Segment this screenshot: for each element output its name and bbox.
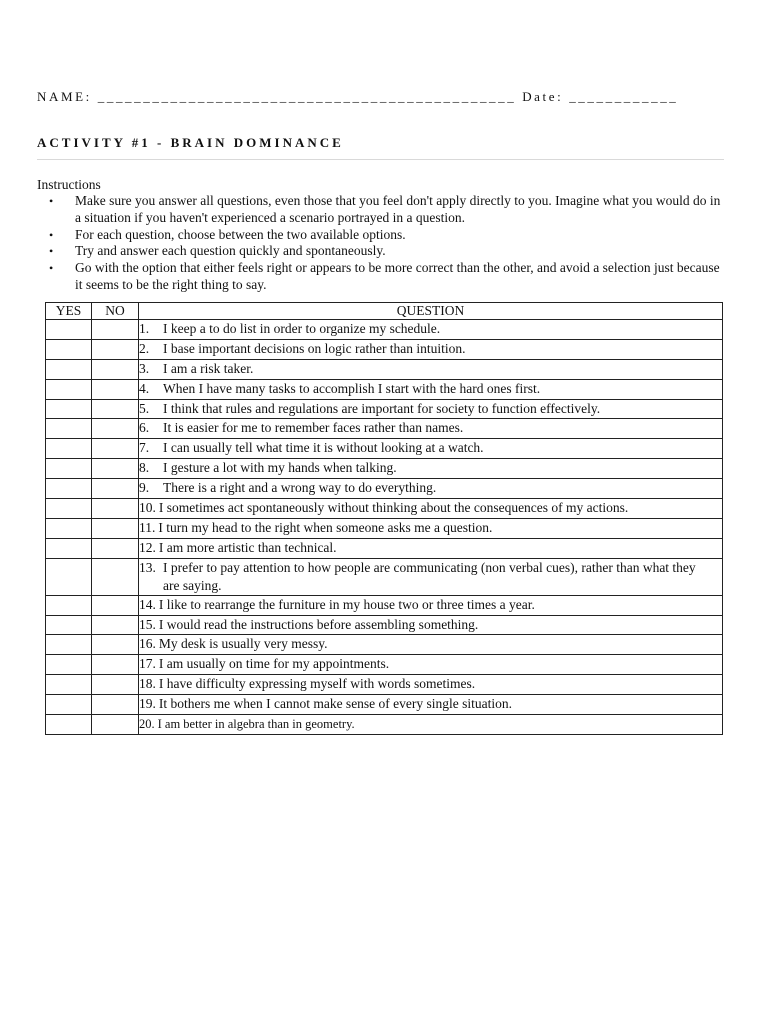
- no-answer-cell[interactable]: [92, 320, 139, 340]
- question-text: I turn my head to the right when someone asks me a question.: [158, 519, 493, 535]
- no-answer-cell[interactable]: [92, 499, 139, 519]
- question-number: 18.: [139, 676, 156, 692]
- instructions-heading: Instructions: [37, 177, 101, 192]
- yes-answer-cell[interactable]: [46, 675, 92, 695]
- table-row: [46, 655, 723, 675]
- questions-table: [45, 302, 723, 735]
- question-number: 5.: [139, 400, 150, 416]
- question-cell: [139, 359, 723, 379]
- table-row: [46, 399, 723, 419]
- instruction-text: For each question, choose between the two available options.: [75, 226, 406, 242]
- question-cell: [139, 320, 723, 340]
- question-number: 12.: [139, 539, 156, 555]
- activity-title: ACTIVITY #1 - BRAIN DOMINANCE: [37, 135, 344, 150]
- question-text: I prefer to pay attention to how people are communicating (non verbal cues), rather than what they are saying.: [163, 559, 696, 593]
- question-number: 15.: [139, 616, 156, 632]
- question-number: 16.: [139, 636, 156, 652]
- instruction-item: [37, 227, 727, 244]
- no-answer-cell[interactable]: [92, 399, 139, 419]
- bullet-icon: •: [49, 261, 54, 276]
- question-cell: [139, 439, 723, 459]
- yes-answer-cell[interactable]: [46, 399, 92, 419]
- no-answer-cell[interactable]: [92, 379, 139, 399]
- question-cell: [139, 339, 723, 359]
- question-number: 3.: [139, 360, 150, 376]
- no-answer-cell[interactable]: [92, 518, 139, 538]
- no-answer-cell[interactable]: [92, 695, 139, 715]
- table-row: [46, 359, 723, 379]
- table-row: [46, 558, 723, 595]
- table-row: [46, 675, 723, 695]
- question-number: 2.: [139, 340, 150, 356]
- question-cell: [139, 538, 723, 558]
- no-answer-cell[interactable]: [92, 538, 139, 558]
- yes-answer-cell[interactable]: [46, 359, 92, 379]
- no-answer-cell[interactable]: [92, 715, 139, 735]
- no-answer-cell[interactable]: [92, 615, 139, 635]
- question-text: I would read the instructions before assembling something.: [158, 616, 479, 632]
- question-cell: [139, 655, 723, 675]
- yes-answer-cell[interactable]: [46, 715, 92, 735]
- table-row: [46, 695, 723, 715]
- question-number: 8.: [139, 460, 150, 476]
- question-column-header: QUESTION: [139, 303, 723, 320]
- table-row: [46, 499, 723, 519]
- question-text: I have difficulty expressing myself with words sometimes.: [158, 676, 476, 692]
- instruction-item: [37, 193, 727, 227]
- table-row: [46, 518, 723, 538]
- question-cell: [139, 379, 723, 399]
- table-row: [46, 595, 723, 615]
- question-text: I keep a to do list in order to organize my schedule.: [163, 321, 441, 336]
- question-number: 4.: [139, 380, 150, 396]
- table-row: [46, 479, 723, 499]
- no-answer-cell[interactable]: [92, 675, 139, 695]
- yes-answer-cell[interactable]: [46, 320, 92, 340]
- question-number: 19.: [139, 696, 156, 712]
- question-text: There is a right and a wrong way to do everything.: [163, 480, 437, 496]
- yes-answer-cell[interactable]: [46, 518, 92, 538]
- question-cell: [139, 518, 723, 538]
- no-answer-cell[interactable]: [92, 558, 139, 595]
- question-cell: [139, 615, 723, 635]
- yes-answer-cell[interactable]: [46, 538, 92, 558]
- question-text: I think that rules and regulations are important for society to function effectively.: [163, 400, 601, 416]
- question-text: I sometimes act spontaneously without thinking about the consequences of my actions.: [158, 500, 629, 516]
- table-row: [46, 320, 723, 340]
- yes-answer-cell[interactable]: [46, 339, 92, 359]
- no-answer-cell[interactable]: [92, 655, 139, 675]
- question-number: 11.: [139, 519, 156, 535]
- instruction-item: [37, 260, 727, 294]
- no-answer-cell[interactable]: [92, 459, 139, 479]
- question-number: 17.: [139, 656, 156, 672]
- yes-answer-cell[interactable]: [46, 615, 92, 635]
- question-number: 9.: [139, 480, 150, 496]
- yes-answer-cell[interactable]: [46, 655, 92, 675]
- question-number: 20.: [139, 717, 155, 732]
- instructions-list: [37, 193, 727, 294]
- yes-answer-cell[interactable]: [46, 595, 92, 615]
- question-text: I base important decisions on logic rather than intuition.: [163, 340, 466, 356]
- yes-column-header: YES: [46, 303, 92, 320]
- no-answer-cell[interactable]: [92, 479, 139, 499]
- question-text: I am usually on time for my appointments.: [158, 656, 390, 672]
- table-row: [46, 339, 723, 359]
- question-text: It bothers me when I cannot make sense of every single situation.: [158, 696, 513, 712]
- no-answer-cell[interactable]: [92, 419, 139, 439]
- name-date-line: NAME: ______________________________________________ Date: ____________: [37, 89, 679, 104]
- table-row: [46, 439, 723, 459]
- question-cell: [139, 675, 723, 695]
- question-number: 14.: [139, 596, 156, 612]
- bullet-icon: •: [49, 227, 54, 242]
- question-cell: [139, 635, 723, 655]
- question-cell: [139, 715, 723, 735]
- no-answer-cell[interactable]: [92, 339, 139, 359]
- question-text: I am a risk taker.: [163, 360, 254, 376]
- yes-answer-cell[interactable]: [46, 695, 92, 715]
- question-text: I like to rearrange the furniture in my house two or three times a year.: [158, 596, 535, 612]
- bullet-icon: •: [49, 244, 54, 259]
- question-cell: [139, 695, 723, 715]
- yes-answer-cell[interactable]: [46, 379, 92, 399]
- question-text: When I have many tasks to accomplish I start with the hard ones first.: [163, 380, 541, 396]
- no-answer-cell[interactable]: [92, 439, 139, 459]
- yes-answer-cell[interactable]: [46, 479, 92, 499]
- question-text: I am better in algebra than in geometry.: [157, 717, 355, 732]
- yes-answer-cell[interactable]: [46, 439, 92, 459]
- yes-answer-cell[interactable]: [46, 499, 92, 519]
- no-answer-cell[interactable]: [92, 359, 139, 379]
- question-text: My desk is usually very messy.: [158, 636, 328, 652]
- table-row: [46, 715, 723, 735]
- question-cell: [139, 459, 723, 479]
- bullet-icon: •: [49, 194, 54, 208]
- table-row: [46, 379, 723, 399]
- question-number: 13.: [139, 559, 156, 575]
- instruction-item: [37, 243, 727, 260]
- yes-answer-cell[interactable]: [46, 635, 92, 655]
- yes-answer-cell[interactable]: [46, 558, 92, 595]
- instruction-text: Make sure you answer all questions, even those that you feel don't apply directly to you. Imagine what you would do in a situation if you haven't experienced a scenario portrayed in a question.: [75, 193, 721, 225]
- table-row: [46, 459, 723, 479]
- question-text: I can usually tell what time it is without looking at a watch.: [163, 440, 484, 456]
- table-row: [46, 615, 723, 635]
- question-cell: [139, 499, 723, 519]
- question-cell: [139, 595, 723, 615]
- title-divider: [37, 159, 724, 160]
- yes-answer-cell[interactable]: [46, 419, 92, 439]
- question-number: 10.: [139, 500, 156, 516]
- question-number: 7.: [139, 440, 150, 456]
- instruction-text: Go with the option that either feels right or appears to be more correct than the other, and avoid a selection just because it seems to be the right thing to say.: [75, 260, 720, 292]
- question-cell: [139, 419, 723, 439]
- question-cell: [139, 399, 723, 419]
- table-row: [46, 635, 723, 655]
- table-row: [46, 538, 723, 558]
- question-number: 6.: [139, 420, 150, 436]
- table-row: [46, 419, 723, 439]
- yes-answer-cell[interactable]: [46, 459, 92, 479]
- question-number: 1.: [139, 321, 150, 336]
- no-answer-cell[interactable]: [92, 595, 139, 615]
- question-text: It is easier for me to remember faces rather than names.: [163, 420, 464, 436]
- question-cell: [139, 558, 723, 595]
- no-column-header: NO: [92, 303, 139, 320]
- question-cell: [139, 479, 723, 499]
- instruction-text: Try and answer each question quickly and spontaneously.: [75, 243, 386, 259]
- question-text: I gesture a lot with my hands when talking.: [163, 460, 397, 476]
- question-text: I am more artistic than technical.: [158, 539, 337, 555]
- table-header-row: [46, 303, 723, 320]
- no-answer-cell[interactable]: [92, 635, 139, 655]
- questions-body: [46, 320, 723, 735]
